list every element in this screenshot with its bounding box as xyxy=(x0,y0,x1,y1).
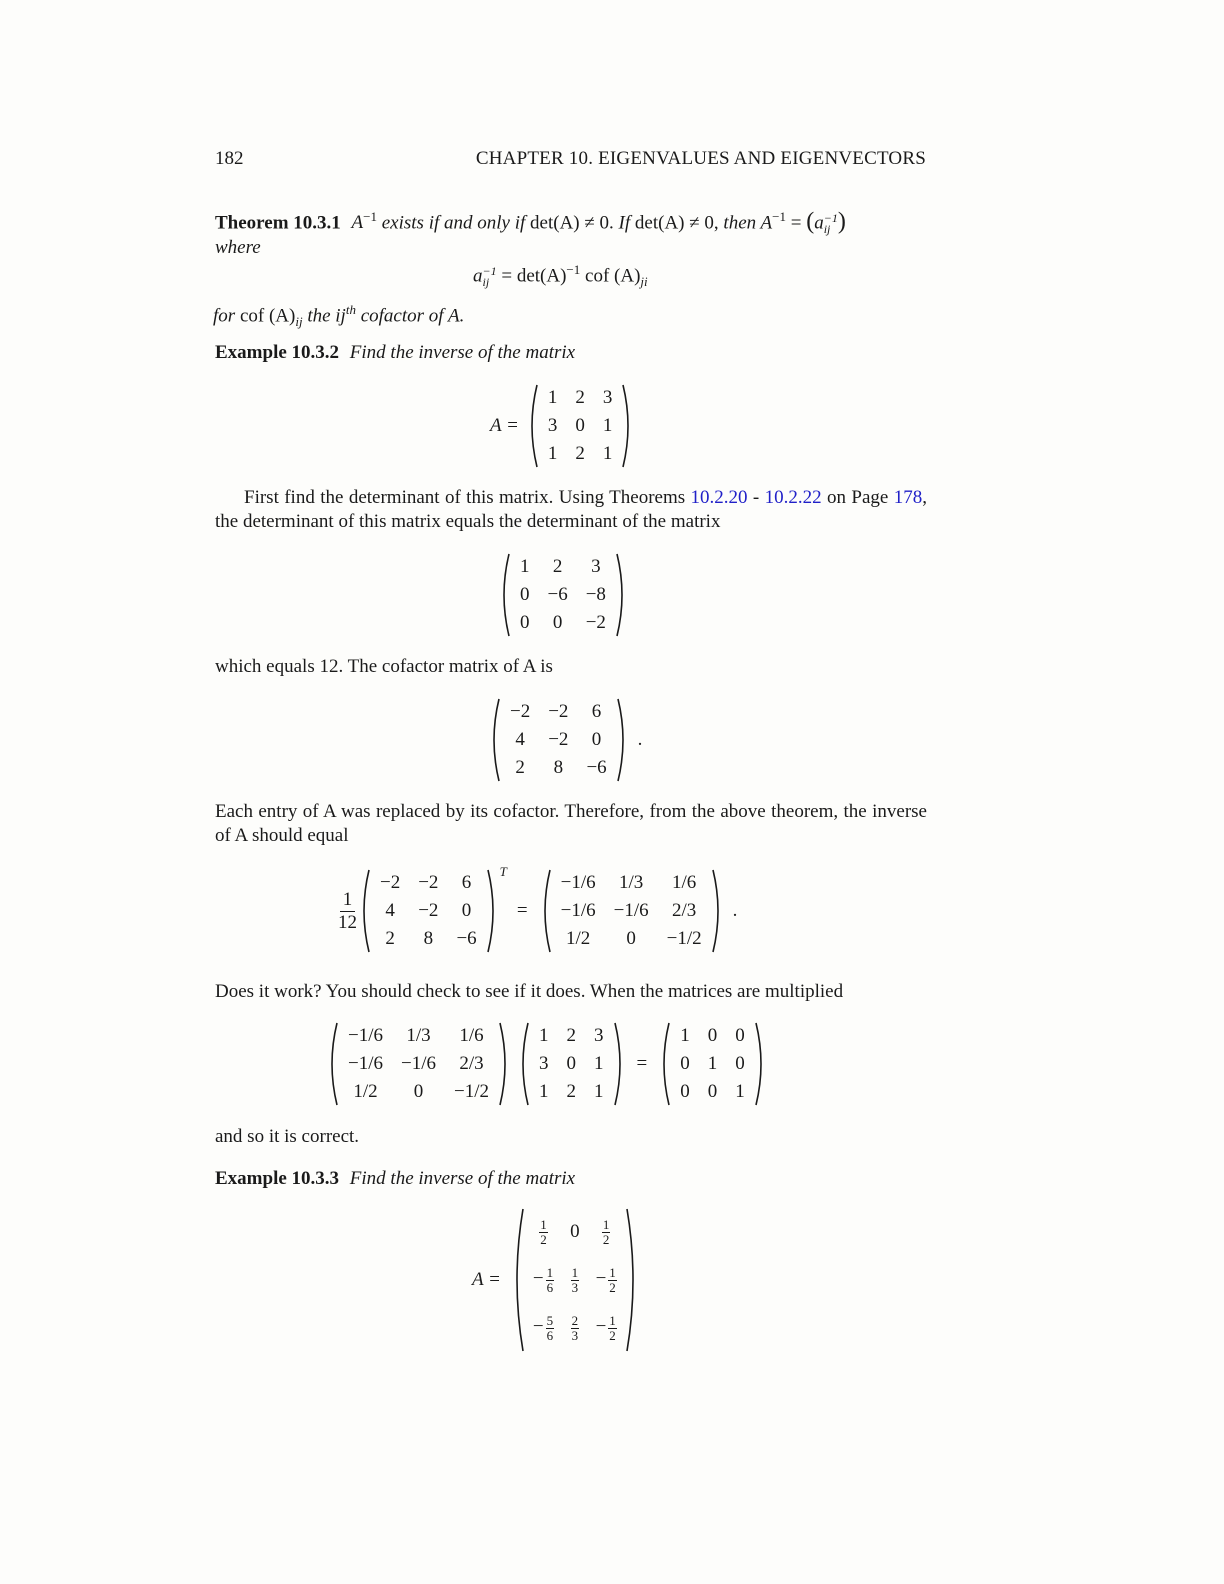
matrix-cell: −1/6 xyxy=(560,872,596,893)
matrix-row xyxy=(371,897,486,925)
matrix-cofactor-transpose xyxy=(357,868,500,954)
matrix-cell: −6 xyxy=(547,584,568,605)
matrix-row xyxy=(511,609,615,637)
matrix-row xyxy=(371,925,486,953)
matrix-row xyxy=(552,869,711,897)
right-paren xyxy=(613,1021,627,1107)
matrix-row xyxy=(539,412,622,440)
matrix-row xyxy=(530,1022,613,1050)
matrix-cofactor-body xyxy=(501,698,616,782)
matrix-reduced-body xyxy=(511,553,615,637)
matrix-cell: −2 xyxy=(418,900,439,921)
matrix-cell: 0 xyxy=(735,1025,745,1046)
matrix-cell: 1/3 xyxy=(618,872,644,893)
matrix-cell: −1/6 xyxy=(613,900,649,921)
matrix-cell: −1/6 xyxy=(348,1025,383,1046)
fraction: $\frac{1}{2}$ xyxy=(602,1216,610,1247)
left-paren xyxy=(538,868,552,954)
matrix-cell xyxy=(562,1256,588,1304)
matrix-cell: 0 xyxy=(570,1221,580,1242)
left-paren xyxy=(497,552,511,638)
matrix-equation-A: A = 1 2 3 3 0 1 1 2 1 xyxy=(490,383,635,469)
fraction: $\frac{1}{6}$ xyxy=(546,1264,554,1295)
matrix-cell: 1 xyxy=(547,443,558,464)
matrix-cell: 8 xyxy=(553,757,564,778)
verification-equation: −1/6 1/3 1/6 −1/6 −1/6 2/3 1/2 0 −1/2 1 2 3 3 0 1 1 2 1 = 1 0 0 0 1 0 0 0 1 xyxy=(325,1021,768,1107)
right-paren xyxy=(625,1207,641,1353)
matrix-cofactor-transpose-body xyxy=(371,869,486,953)
matrix-cell: 4 xyxy=(515,729,525,750)
matrix-equation-A2: A = $\frac{1}{2}$ 0 $\frac{1}{2}$ − $\frac{1}{6}$ $\frac{1}{3}$ − $\frac{1}{2}$ − $\frac{5}{6}$ $\frac{2}{3}$ − $\frac{1}{2}$ xyxy=(472,1207,641,1353)
matrix-cell: − $\frac{5}{6}$ xyxy=(532,1312,554,1343)
theorem-cofactor-def: for cof $(A)_{ij}$ the $ij^{th}$ cofactor of A. xyxy=(213,302,465,330)
matrix-cell: 0 xyxy=(707,1081,718,1102)
matrix-cell: −1/6 xyxy=(401,1053,436,1074)
matrix-row xyxy=(671,1050,754,1078)
matrix-inverse-check-body xyxy=(339,1022,498,1106)
left-paren xyxy=(509,1207,525,1353)
matrix-row xyxy=(501,754,616,782)
matrix-A-check-body xyxy=(530,1022,613,1106)
matrix-cell: 8 xyxy=(423,928,434,949)
matrix-row xyxy=(539,440,622,468)
theorem-statement: Theorem 10.3.1 $A^{-1}$ exists if and only if det(A) ≠ 0. If det(A) ≠ 0, then $A^{-1} = (a$ −1 ij ) xyxy=(215,208,846,236)
matrix-cell: 0 xyxy=(575,415,585,436)
matrix-cell: 0 xyxy=(680,1081,690,1102)
matrix-cell: −2 xyxy=(548,729,569,750)
matrix-cell: −6 xyxy=(456,928,477,949)
matrix-cell: − $\frac{1}{2}$ xyxy=(595,1264,616,1295)
matrix-row xyxy=(671,1078,754,1106)
matrix-row xyxy=(525,1256,625,1304)
matrix-cell: 0 xyxy=(680,1053,690,1074)
right-paren xyxy=(616,697,630,783)
right-paren xyxy=(498,1021,512,1107)
matrix-cell: 2/3 xyxy=(459,1053,484,1074)
left-paren xyxy=(657,1021,671,1107)
page-number: 182 xyxy=(215,148,244,169)
matrix-A-check xyxy=(516,1021,627,1107)
matrix-inverse xyxy=(538,868,725,954)
matrix-cell: 1 xyxy=(602,415,613,436)
matrix-cell: −2 xyxy=(585,612,606,633)
theorem-formula: a −1 ij = $\det(A)^{-1}$ cof $(A)_{ji}$ xyxy=(473,262,648,290)
matrix-reduced-equation xyxy=(497,552,629,638)
left-paren xyxy=(357,868,371,954)
paragraph-inverse-intro: Each entry of A was replaced by its cofactor. Therefore, from the above theorem, the inverse of A should equal xyxy=(215,801,927,846)
matrix-row xyxy=(539,384,622,412)
matrix-reduced xyxy=(497,552,629,638)
matrix-cell xyxy=(562,1304,588,1352)
example-heading: Example 10.3.3 Find the inverse of the matrix xyxy=(215,1168,576,1189)
matrix-cell: −2 xyxy=(548,701,569,722)
matrix-cell: 2 xyxy=(385,928,395,949)
matrix-cell: 0 xyxy=(520,612,530,633)
matrix-A-body xyxy=(539,384,622,468)
theorem-label: Theorem 10.3.1 xyxy=(215,212,341,234)
matrix-cell: − $\frac{1}{6}$ xyxy=(532,1264,554,1295)
paragraph-check: Does it work? You should check to see if it does. When the matrices are multiplied xyxy=(215,981,844,1002)
paragraph-cofactor-intro: which equals 12. The cofactor matrix of A is xyxy=(215,656,553,677)
left-paren xyxy=(487,697,501,783)
matrix-cell: 2 xyxy=(566,1025,576,1046)
matrix-cell: 0 xyxy=(591,729,602,750)
matrix-row xyxy=(339,1078,498,1106)
matrix-cell: 2 xyxy=(575,387,585,408)
matrix-cell: 1 xyxy=(680,1025,690,1046)
fraction: $\frac{1}{2}$ xyxy=(609,1312,616,1343)
matrix-cell: 3 xyxy=(591,556,601,577)
matrix-cell: −1/6 xyxy=(560,900,596,921)
matrix-identity-body xyxy=(671,1022,754,1106)
matrix-cell: 2 xyxy=(552,556,563,577)
matrix-cell: 3 xyxy=(539,1053,549,1074)
matrix-identity xyxy=(657,1021,768,1107)
matrix-cell: −1/2 xyxy=(666,928,702,949)
matrix-A2 xyxy=(509,1207,641,1353)
matrix-cell: 0 xyxy=(461,900,472,921)
matrix-cell: 1 xyxy=(547,387,558,408)
fraction: $\frac{1}{2}$ xyxy=(540,1216,547,1247)
fraction: $\frac{2}{3}$ xyxy=(571,1312,579,1343)
matrix-cell: 0 xyxy=(566,1053,576,1074)
scalar-fraction: 1 12 xyxy=(338,888,357,933)
matrix-row xyxy=(511,553,615,581)
right-paren xyxy=(486,868,500,954)
matrix-row xyxy=(552,925,711,953)
matrix-cell: 6 xyxy=(591,701,602,722)
matrix-cell: 1 xyxy=(539,1081,549,1102)
matrix-cell: 0 xyxy=(413,1081,424,1102)
matrix-row xyxy=(339,1050,498,1078)
left-paren xyxy=(325,1021,339,1107)
matrix-A2-body xyxy=(525,1208,625,1352)
transpose-mark: T xyxy=(499,864,507,879)
theorem-link-10-2-22[interactable]: 10.2.22 xyxy=(764,487,822,508)
left-paren xyxy=(525,383,539,469)
matrix-cell: 2 xyxy=(515,757,525,778)
matrix-cell: 4 xyxy=(385,900,395,921)
matrix-cell: 0 xyxy=(552,612,563,633)
inverse-equation: 1 12 −2 −2 6 4 −2 0 2 8 −6 T = −1/6 1/3 1/6 −1/6 −1/6 2/3 1/2 0 −1/2 . xyxy=(338,868,737,954)
matrix-cell: 3 xyxy=(594,1025,604,1046)
matrix-cell: 2/3 xyxy=(671,900,697,921)
fraction: $\frac{1}{2}$ xyxy=(609,1264,616,1295)
matrix-row xyxy=(530,1078,613,1106)
matrix-cell xyxy=(588,1208,625,1256)
matrix-row xyxy=(501,698,616,726)
matrix-row xyxy=(552,897,711,925)
matrix-row xyxy=(671,1022,754,1050)
matrix-cell: 0 xyxy=(520,584,530,605)
left-paren xyxy=(516,1021,530,1107)
paragraph-determinant: First find the determinant of this matrix. Using Theorems 10.2.20 - 10.2.22 on Page 178, the determinant of this matrix equals the determinant of the matrix xyxy=(215,487,928,532)
matrix-row xyxy=(525,1208,625,1256)
chapter-title: CHAPTER 10. EIGENVALUES AND EIGENVECTORS xyxy=(475,148,926,169)
matrix-cell: 1 xyxy=(707,1053,718,1074)
matrix-cell: 1/6 xyxy=(671,872,697,893)
fraction: $\frac{5}{6}$ xyxy=(546,1312,554,1343)
matrix-cell: 1/3 xyxy=(406,1025,431,1046)
matrix-cell: −2 xyxy=(418,872,439,893)
matrix-row xyxy=(339,1022,498,1050)
right-paren xyxy=(754,1021,768,1107)
theorem-link-10-2-20[interactable]: 10.2.20 xyxy=(690,487,748,508)
matrix-row xyxy=(371,869,486,897)
matrix-cell: −8 xyxy=(585,584,606,605)
matrix-cell: −2 xyxy=(380,872,401,893)
matrix-row xyxy=(501,726,616,754)
matrix-cell: 1/2 xyxy=(565,928,591,949)
right-paren xyxy=(621,383,635,469)
example-heading: Example 10.3.2 Find the inverse of the matrix xyxy=(215,342,576,363)
matrix-cell: 1/6 xyxy=(459,1025,484,1046)
theorem-where: where xyxy=(215,237,261,258)
matrix-cell: 3 xyxy=(602,387,613,408)
matrix-cell: 1 xyxy=(520,556,530,577)
matrix-cell: 1/2 xyxy=(353,1081,378,1102)
matrix-cell: 6 xyxy=(461,872,472,893)
right-paren xyxy=(615,552,629,638)
matrix-cell: 0 xyxy=(735,1053,745,1074)
matrix-cell: 0 xyxy=(626,928,636,949)
matrix-cofactor-equation: −2 −2 6 4 −2 0 2 8 −6 . xyxy=(487,697,642,783)
matrix-row xyxy=(525,1304,625,1352)
matrix-row xyxy=(530,1050,613,1078)
matrix-cell: 1 xyxy=(735,1081,745,1102)
matrix-inverse-body xyxy=(552,869,711,953)
matrix-cell: −2 xyxy=(510,701,531,722)
matrix-cell: 1 xyxy=(602,443,613,464)
matrix-cell: 1 xyxy=(594,1053,604,1074)
matrix-row xyxy=(511,581,615,609)
matrix-cell xyxy=(525,1208,562,1256)
matrix-cell: 1 xyxy=(539,1025,549,1046)
page-link-178[interactable]: 178 xyxy=(893,487,923,508)
right-paren xyxy=(711,868,725,954)
matrix-inverse-check xyxy=(325,1021,512,1107)
matrix-cell: −1/6 xyxy=(348,1053,383,1074)
matrix-cell: −1/2 xyxy=(454,1081,489,1102)
matrix-cell: 1 xyxy=(594,1081,604,1102)
matrix-cell: 3 xyxy=(547,415,558,436)
matrix-cell: 0 xyxy=(707,1025,718,1046)
matrix-cofactor xyxy=(487,697,630,783)
matrix-cell: − $\frac{1}{2}$ xyxy=(595,1312,616,1343)
matrix-cell: 2 xyxy=(566,1081,576,1102)
paragraph-conclusion: and so it is correct. xyxy=(215,1126,360,1147)
matrix-cell: −6 xyxy=(586,757,607,778)
matrix-cell: 2 xyxy=(575,443,585,464)
matrix-A xyxy=(525,383,636,469)
fraction: $\frac{1}{3}$ xyxy=(571,1264,579,1295)
